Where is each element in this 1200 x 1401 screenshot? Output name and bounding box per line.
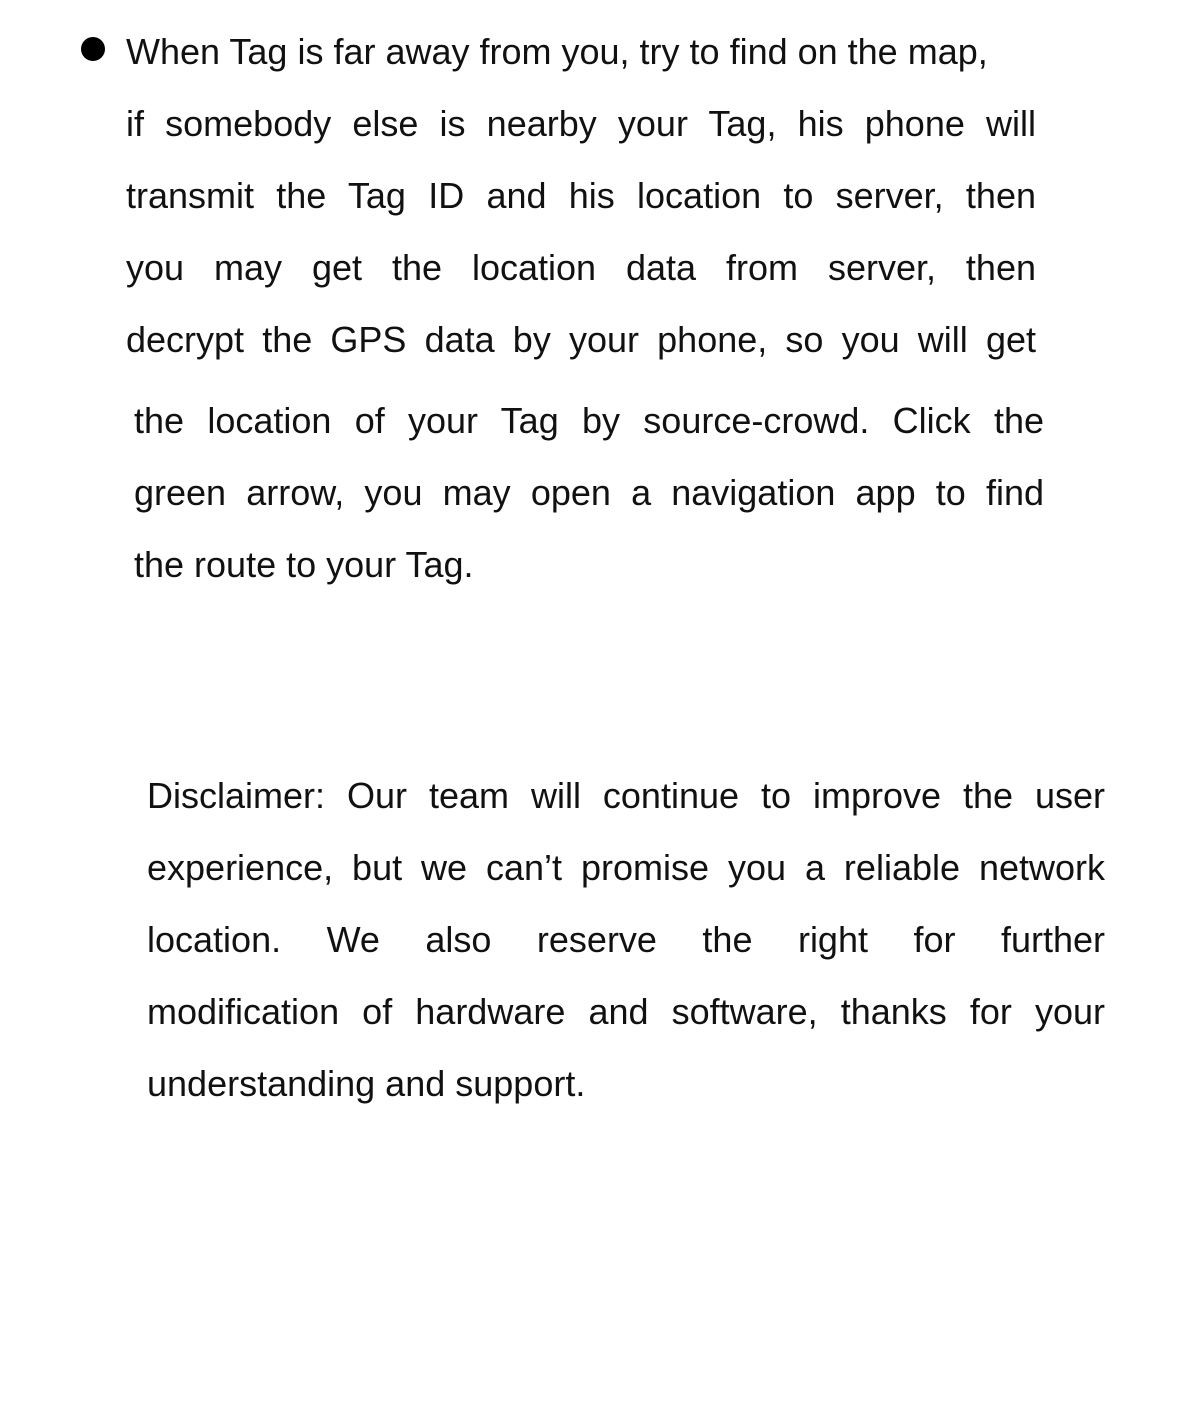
paragraph-line: green arrow, you may open a navigation app to find — [134, 472, 1044, 513]
bullet-dot-icon — [81, 37, 105, 61]
paragraph-line: the route to your Tag. — [134, 544, 474, 585]
paragraph-line: transmit the Tag ID and his location to server, then — [126, 175, 1036, 216]
paragraph-line: decrypt the GPS data by your phone, so you will get — [126, 319, 1036, 360]
paragraph-line: if somebody else is nearby your Tag, his phone will — [126, 103, 1036, 144]
paragraph-line: you may get the location data from server, then — [126, 247, 1036, 288]
disclaimer-line: modification of hardware and software, thanks for your — [147, 991, 1105, 1032]
paragraph-line: When Tag is far away from you, try to find on the map, — [126, 31, 988, 72]
disclaimer-line: experience, but we can’t promise you a reliable network — [147, 847, 1105, 888]
paragraph-line: the location of your Tag by source-crowd. Click the — [134, 400, 1044, 441]
disclaimer-line: location. We also reserve the right for further — [147, 919, 1105, 960]
disclaimer-line: Disclaimer: Our team will continue to improve the user — [147, 775, 1105, 816]
disclaimer-line: understanding and support. — [147, 1063, 586, 1104]
